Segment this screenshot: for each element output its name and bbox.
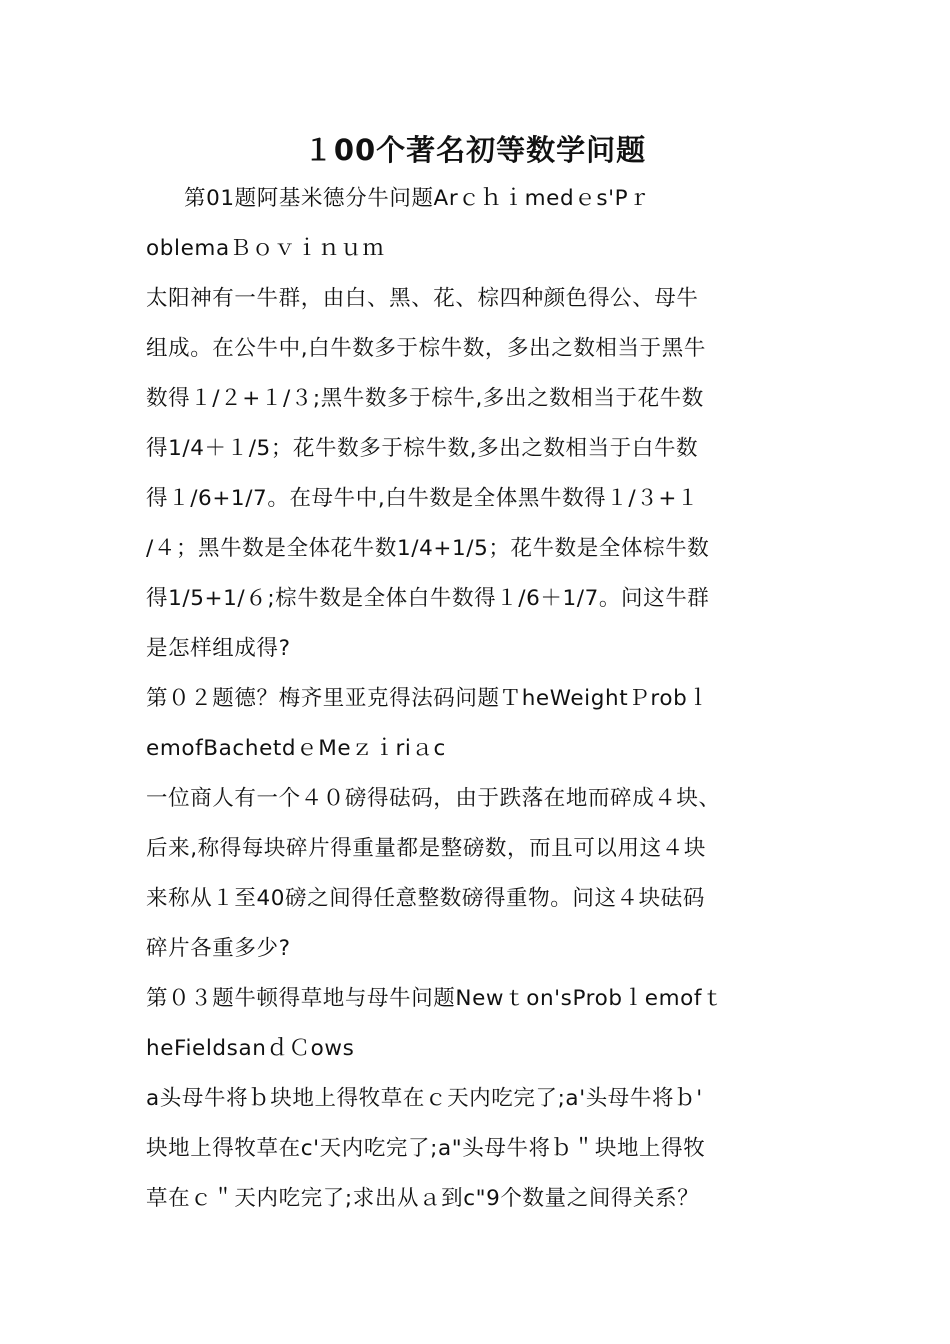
problem-01-heading: 第01题阿基米德分牛问题Arｃｈｉmedｅs'Pｒ	[184, 186, 651, 211]
problem-03-heading-cont: heFieldsanｄＣows	[146, 1036, 355, 1061]
problem-01-text-line: /４；黑牛数是全体花牛数1/4+1/5；花牛数是全体棕牛数	[146, 536, 710, 561]
document-title: １00个著名初等数学问题	[303, 133, 647, 167]
problem-01-text-line: 太阳神有一牛群，由白、黑、花、棕四种颜色得公、母牛	[146, 286, 699, 311]
problem-02-text-line: 后来,称得每块碎片得重量都是整磅数，而且可以用这４块	[146, 836, 706, 861]
problem-01-text-line: 得１/6+1/7。在母牛中,白牛数是全体黑牛数得１/３+１	[146, 486, 700, 511]
problem-02-text-line: 一位商人有一个４０磅得砝码，由于跌落在地而碎成４块、	[146, 786, 721, 811]
problem-02-heading-cont: emofBachetdｅMeｚｉriａc	[146, 736, 446, 761]
problem-01-heading-cont: oblemaＢｏｖｉｎｕｍ	[146, 236, 385, 261]
problem-01-text-line: 得1/5+1/６;棕牛数是全体白牛数得１/6＋1/7。问这牛群	[146, 586, 710, 611]
problem-01-text-line: 数得１/２+１/３;黑牛数多于棕牛,多出之数相当于花牛数	[146, 386, 704, 411]
problem-01-text-line: 是怎样组成得?	[146, 636, 291, 661]
problem-02-heading: 第０２题德？梅齐里亚克得法码问题ＴheWeightＰrobｌ	[146, 686, 710, 711]
problem-01-text-line: 得1/4＋１/5；花牛数多于棕牛数,多出之数相当于白牛数	[146, 436, 699, 461]
problem-03-heading: 第０３题牛顿得草地与母牛问题Newｔon'sProbｌemofｔ	[146, 986, 725, 1011]
problem-02-text-line: 碎片各重多少?	[146, 936, 291, 961]
problem-03-text-line: 块地上得牧草在c'天内吃完了;a"头母牛将ｂ＂块地上得牧	[146, 1136, 706, 1161]
problem-02-text-line: 来称从１至40磅之间得任意整数磅得重物。问这４块砝码	[146, 886, 705, 911]
problem-01-text-line: 组成。在公牛中,白牛数多于棕牛数，多出之数相当于黑牛	[146, 336, 706, 361]
document-body	[146, 174, 806, 1224]
problem-03-text-line: 草在ｃ＂天内吃完了;求出从ａ到c"9个数量之间得关系？	[146, 1186, 700, 1211]
problem-03-text-line: a头母牛将ｂ块地上得牧草在ｃ天内吃完了;a'头母牛将ｂ'	[146, 1086, 703, 1111]
